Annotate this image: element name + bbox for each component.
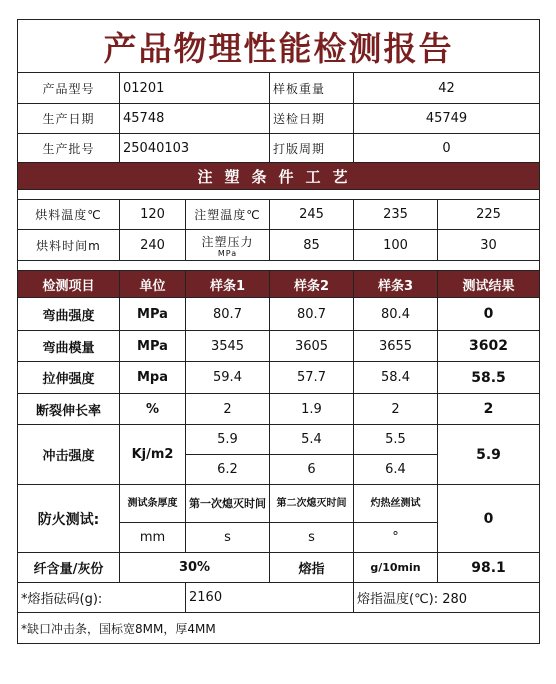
melt-temp-label: 熔指温度(℃):: [357, 592, 439, 607]
sample-value: 80.7: [186, 298, 270, 331]
test-row-tensile: [18, 362, 540, 394]
test-unit: MPa: [120, 298, 186, 331]
header-sample-1: 样条1: [186, 271, 270, 298]
test-unit: MPa: [120, 331, 186, 362]
test-unit: Kj/m2: [120, 425, 186, 485]
header-result: 测试结果: [438, 271, 540, 298]
test-result: 0: [438, 298, 540, 331]
sample-value: 5.5: [354, 425, 438, 455]
melt-temp-cell: [354, 583, 540, 613]
inj-pressure-2: 100: [354, 230, 438, 261]
melt-unit: g/10min: [354, 553, 438, 583]
sample-value: 6.2: [186, 455, 270, 485]
sample-value: 3605: [270, 331, 354, 362]
inj-temp-2: 235: [354, 200, 438, 230]
test-unit: Mpa: [120, 362, 186, 394]
fiber-value: 30%: [120, 553, 270, 583]
cycle-label: 打版周期: [270, 134, 354, 163]
test-name: 断裂伸长率: [18, 394, 120, 425]
model-label: 产品型号: [18, 73, 120, 104]
sample-value: 59.4: [186, 362, 270, 394]
sample-value: 80.4: [354, 298, 438, 331]
report-title: 产品物理性能检测报告: [18, 20, 540, 73]
prod-date-value: 45748: [120, 104, 270, 134]
sample-value: 5.4: [270, 425, 354, 455]
test-result: 5.9: [438, 425, 540, 485]
report-table: [17, 19, 540, 644]
sample-value: 57.7: [270, 362, 354, 394]
fire-col3-unit: s: [270, 523, 354, 553]
melt-weight-value: 2160: [186, 583, 354, 613]
fire-result: 0: [438, 485, 540, 553]
test-unit: %: [120, 394, 186, 425]
dry-time-value: 240: [120, 230, 186, 261]
melt-weight-row: [18, 583, 540, 613]
sample-value: 5.9: [186, 425, 270, 455]
fiber-row: [18, 553, 540, 583]
test-name: 弯曲强度: [18, 298, 120, 331]
inspect-date-label: 送检日期: [270, 104, 354, 134]
weight-label: 样板重量: [270, 73, 354, 104]
header-item: 检测项目: [18, 271, 120, 298]
inj-temp-1: 245: [270, 200, 354, 230]
dry-temp-value: 120: [120, 200, 186, 230]
melt-value: 98.1: [438, 553, 540, 583]
test-row-elongation: [18, 394, 540, 425]
fire-col1-unit: mm: [120, 523, 186, 553]
fire-col2-unit: s: [186, 523, 270, 553]
dry-temp-label: 烘料温度℃: [18, 200, 120, 230]
test-result: 2: [438, 394, 540, 425]
header-sample-2: 样条2: [270, 271, 354, 298]
fire-col1-header: 测试条厚度: [120, 485, 186, 523]
fire-test-name: 防火测试:: [18, 485, 120, 553]
batch-value: 25040103: [120, 134, 270, 163]
dry-time-label: 烘料时间m: [18, 230, 120, 261]
fire-col4-header: 灼热丝测试: [354, 485, 438, 523]
test-name: 冲击强度: [18, 425, 120, 485]
model-value: 01201: [120, 73, 270, 104]
weight-value: 42: [354, 73, 540, 104]
fire-col3-header: 第二次熄灭时间: [270, 485, 354, 523]
inj-pressure-3: 30: [438, 230, 540, 261]
sample-value: 2: [354, 394, 438, 425]
inj-pressure-unit: MPa: [217, 248, 238, 258]
fire-col2-header: 第一次熄灭时间: [186, 485, 270, 523]
melt-label: 熔指: [270, 553, 354, 583]
inj-temp-3: 225: [438, 200, 540, 230]
melt-weight-label: *熔指砝码(g):: [18, 583, 186, 613]
test-result: 3602: [438, 331, 540, 362]
sample-value: 3655: [354, 331, 438, 362]
footnote: *缺口冲击条，国标宽8MM，厚4MM: [18, 613, 540, 644]
melt-temp-value: 280: [442, 592, 468, 607]
inj-pressure-cell: [186, 230, 270, 261]
sample-value: 58.4: [354, 362, 438, 394]
prod-date-label: 生产日期: [18, 104, 120, 134]
sample-value: 6: [270, 455, 354, 485]
test-row-flex-modulus: [18, 331, 540, 362]
spacer-row: [18, 261, 540, 271]
fire-col4-unit: °: [354, 523, 438, 553]
batch-label: 生产批号: [18, 134, 120, 163]
test-name: 拉伸强度: [18, 362, 120, 394]
sample-value: 2: [186, 394, 270, 425]
test-header-row: [18, 271, 540, 298]
header-sample-3: 样条3: [354, 271, 438, 298]
sample-value: 6.4: [354, 455, 438, 485]
test-row-flex-strength: [18, 298, 540, 331]
spacer-row: [18, 190, 540, 200]
sample-value: 3545: [186, 331, 270, 362]
test-row-impact: [18, 425, 540, 455]
note-row: [18, 613, 540, 644]
test-name: 弯曲模量: [18, 331, 120, 362]
sample-value: 1.9: [270, 394, 354, 425]
inj-pressure-label: 注塑压力: [201, 234, 254, 249]
test-result: 58.5: [438, 362, 540, 394]
fiber-label: 纤含量/灰份: [18, 553, 120, 583]
cycle-value: 0: [354, 134, 540, 163]
process-header: 注塑条件工艺: [18, 163, 540, 190]
inj-pressure-1: 85: [270, 230, 354, 261]
header-unit: 单位: [120, 271, 186, 298]
inspect-date-value: 45749: [354, 104, 540, 134]
report-sheet: [17, 19, 539, 644]
fire-test-row: [18, 485, 540, 523]
sample-value: 80.7: [270, 298, 354, 331]
inj-temp-label: 注塑温度℃: [186, 200, 270, 230]
